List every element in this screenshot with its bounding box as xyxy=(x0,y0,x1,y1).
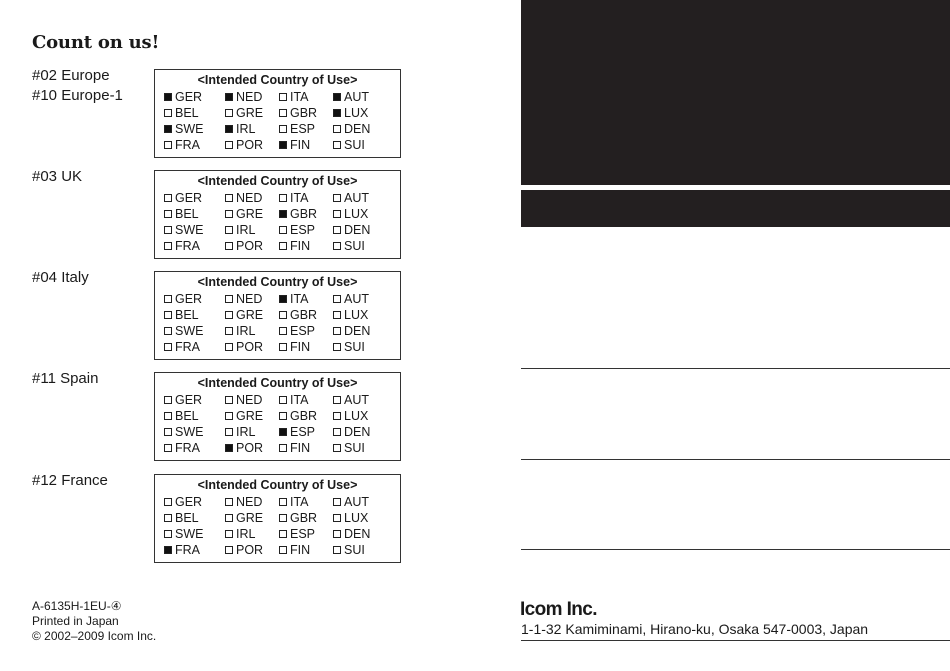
unchecked-box-icon xyxy=(225,210,233,218)
country-option xyxy=(225,206,263,222)
country-option xyxy=(164,307,199,323)
country-code: FRA xyxy=(175,138,200,152)
unchecked-box-icon xyxy=(164,295,172,303)
company-name: Icom Inc. xyxy=(520,599,597,620)
checked-box-icon xyxy=(279,428,287,436)
unchecked-box-icon xyxy=(164,514,172,522)
country-option xyxy=(279,89,309,105)
variant-label xyxy=(32,369,98,389)
country-option xyxy=(164,137,200,153)
unchecked-box-icon xyxy=(279,343,287,351)
country-code: DEN xyxy=(344,223,371,237)
country-option xyxy=(164,121,203,137)
country-option xyxy=(333,89,369,105)
country-box-title: <Intended Country of Use> xyxy=(197,174,358,188)
country-code: ITA xyxy=(290,90,309,104)
unchecked-box-icon xyxy=(225,412,233,420)
country-option xyxy=(225,440,263,456)
country-code: SUI xyxy=(344,138,365,152)
country-code: GRE xyxy=(236,308,264,322)
unchecked-box-icon xyxy=(333,327,341,335)
country-option xyxy=(333,392,369,408)
checked-box-icon xyxy=(279,141,287,149)
variant-label-line: #12 France xyxy=(32,472,108,489)
checked-box-icon xyxy=(164,125,172,133)
country-code: FRA xyxy=(175,239,200,253)
unchecked-box-icon xyxy=(164,242,172,250)
country-code: GER xyxy=(175,90,203,104)
country-code: GBR xyxy=(290,308,318,322)
country-option xyxy=(279,137,310,153)
country-code: POR xyxy=(236,543,264,557)
country-option xyxy=(225,392,262,408)
unchecked-box-icon xyxy=(279,327,287,335)
country-code: FRA xyxy=(175,340,200,354)
country-option xyxy=(279,121,315,137)
variant-label-line: #03 UK xyxy=(32,168,83,185)
unchecked-box-icon xyxy=(164,343,172,351)
country-code: IRL xyxy=(236,527,256,541)
unchecked-box-icon xyxy=(225,194,233,202)
country-option xyxy=(333,222,370,238)
unchecked-box-icon xyxy=(279,311,287,319)
address-underline xyxy=(521,640,950,641)
country-code: FIN xyxy=(290,340,311,354)
country-box xyxy=(154,69,401,158)
country-code: POR xyxy=(236,138,264,152)
unchecked-box-icon xyxy=(333,444,341,452)
unchecked-box-icon xyxy=(164,412,172,420)
country-code: SUI xyxy=(344,239,365,253)
checked-box-icon xyxy=(279,210,287,218)
unchecked-box-icon xyxy=(279,242,287,250)
country-code: IRL xyxy=(236,425,256,439)
unchecked-box-icon xyxy=(164,498,172,506)
unchecked-box-icon xyxy=(279,194,287,202)
country-code: POR xyxy=(236,239,264,253)
country-code: GER xyxy=(175,495,203,509)
country-code: FRA xyxy=(175,543,200,557)
country-option xyxy=(333,105,368,121)
variant-label-line: #11 Spain xyxy=(32,370,99,387)
unchecked-box-icon xyxy=(164,428,172,436)
country-option xyxy=(279,238,310,254)
divider-line xyxy=(521,368,950,369)
country-option xyxy=(225,526,255,542)
unchecked-box-icon xyxy=(279,546,287,554)
checked-box-icon xyxy=(164,546,172,554)
variant-label xyxy=(32,66,123,106)
country-code: GBR xyxy=(290,409,318,423)
country-option xyxy=(164,291,202,307)
country-code: GBR xyxy=(290,207,318,221)
unchecked-box-icon xyxy=(225,498,233,506)
unchecked-box-icon xyxy=(333,226,341,234)
unchecked-box-icon xyxy=(164,226,172,234)
country-option xyxy=(164,392,202,408)
country-code: SUI xyxy=(344,340,365,354)
country-code: FIN xyxy=(290,138,311,152)
country-code: GER xyxy=(175,292,203,306)
country-code: AUT xyxy=(344,393,369,407)
country-option xyxy=(279,105,317,121)
unchecked-box-icon xyxy=(333,514,341,522)
unchecked-box-icon xyxy=(225,327,233,335)
country-option xyxy=(333,408,368,424)
country-code: POR xyxy=(236,340,264,354)
country-option xyxy=(164,105,199,121)
country-code: SWE xyxy=(175,527,204,541)
document-code: A-6135H-1EU-④ xyxy=(32,599,122,613)
country-code: ITA xyxy=(290,292,309,306)
country-code: AUT xyxy=(344,495,369,509)
country-code: DEN xyxy=(344,425,371,439)
unchecked-box-icon xyxy=(333,141,341,149)
unchecked-box-icon xyxy=(279,396,287,404)
country-option xyxy=(333,494,369,510)
unchecked-box-icon xyxy=(279,412,287,420)
country-option xyxy=(279,339,310,355)
country-option xyxy=(279,526,315,542)
unchecked-box-icon xyxy=(225,546,233,554)
black-band xyxy=(521,190,950,227)
country-code: ESP xyxy=(290,122,316,136)
country-option xyxy=(225,510,263,526)
unchecked-box-icon xyxy=(164,194,172,202)
country-code: LUX xyxy=(344,511,369,525)
checked-box-icon xyxy=(333,109,341,117)
variant-label-line: #10 Europe-1 xyxy=(32,87,123,104)
unchecked-box-icon xyxy=(333,295,341,303)
variant-label xyxy=(32,167,82,187)
unchecked-box-icon xyxy=(333,125,341,133)
country-code: GER xyxy=(175,191,203,205)
unchecked-box-icon xyxy=(333,311,341,319)
country-code: SWE xyxy=(175,324,204,338)
unchecked-box-icon xyxy=(279,226,287,234)
unchecked-box-icon xyxy=(164,141,172,149)
country-option xyxy=(164,323,203,339)
country-option xyxy=(333,526,370,542)
country-box xyxy=(154,271,401,360)
divider-line xyxy=(521,459,950,460)
country-option xyxy=(225,542,263,558)
country-code: SWE xyxy=(175,122,204,136)
country-code: BEL xyxy=(175,207,199,221)
country-code: LUX xyxy=(344,207,369,221)
country-option xyxy=(333,307,368,323)
country-code: FRA xyxy=(175,441,200,455)
checked-box-icon xyxy=(333,93,341,101)
unchecked-box-icon xyxy=(333,498,341,506)
country-code: NED xyxy=(236,191,263,205)
unchecked-box-icon xyxy=(225,109,233,117)
country-option xyxy=(225,137,263,153)
country-option xyxy=(279,424,315,440)
country-option xyxy=(279,510,317,526)
country-option xyxy=(333,121,370,137)
country-option xyxy=(225,190,262,206)
country-code: NED xyxy=(236,90,263,104)
unchecked-box-icon xyxy=(164,109,172,117)
checked-box-icon xyxy=(225,125,233,133)
country-option xyxy=(333,238,365,254)
country-option xyxy=(279,307,317,323)
unchecked-box-icon xyxy=(279,444,287,452)
country-option xyxy=(333,137,365,153)
country-option xyxy=(164,440,200,456)
country-code: IRL xyxy=(236,324,256,338)
country-code: SUI xyxy=(344,543,365,557)
country-option xyxy=(225,494,262,510)
printed-in: Printed in Japan xyxy=(32,614,119,628)
country-code: DEN xyxy=(344,527,371,541)
country-option xyxy=(279,222,315,238)
unchecked-box-icon xyxy=(279,125,287,133)
country-code: LUX xyxy=(344,308,369,322)
country-option xyxy=(279,408,317,424)
country-option xyxy=(164,542,200,558)
unchecked-box-icon xyxy=(225,295,233,303)
unchecked-box-icon xyxy=(225,311,233,319)
country-option xyxy=(225,291,262,307)
unchecked-box-icon xyxy=(225,226,233,234)
country-option xyxy=(225,307,263,323)
unchecked-box-icon xyxy=(164,311,172,319)
country-option xyxy=(333,323,370,339)
country-option xyxy=(225,105,263,121)
company-address: 1-1-32 Kamiminami, Hirano-ku, Osaka 547-0003, Japan xyxy=(521,621,869,637)
country-option xyxy=(225,222,255,238)
country-option xyxy=(225,339,263,355)
unchecked-box-icon xyxy=(279,93,287,101)
variant-label-line: #02 Europe xyxy=(32,67,110,84)
country-code: FIN xyxy=(290,543,311,557)
country-code: GER xyxy=(175,393,203,407)
country-code: GRE xyxy=(236,207,264,221)
variant-label-line: #04 Italy xyxy=(32,269,89,286)
country-option xyxy=(225,323,255,339)
country-box xyxy=(154,474,401,563)
variant-label xyxy=(32,268,89,288)
country-code: FIN xyxy=(290,441,311,455)
unchecked-box-icon xyxy=(225,428,233,436)
country-option xyxy=(333,291,369,307)
country-code: SUI xyxy=(344,441,365,455)
unchecked-box-icon xyxy=(333,242,341,250)
country-code: ITA xyxy=(290,495,309,509)
country-option xyxy=(225,408,263,424)
country-code: LUX xyxy=(344,409,369,423)
country-option xyxy=(279,323,315,339)
checked-box-icon xyxy=(279,295,287,303)
country-code: GRE xyxy=(236,511,264,525)
country-code: AUT xyxy=(344,90,369,104)
country-code: BEL xyxy=(175,409,199,423)
country-code: AUT xyxy=(344,191,369,205)
country-option xyxy=(164,206,199,222)
country-code: NED xyxy=(236,393,263,407)
country-option xyxy=(225,89,262,105)
unchecked-box-icon xyxy=(333,194,341,202)
country-option xyxy=(164,408,199,424)
country-option xyxy=(225,121,255,137)
country-box xyxy=(154,372,401,461)
country-option xyxy=(164,424,203,440)
unchecked-box-icon xyxy=(164,327,172,335)
unchecked-box-icon xyxy=(279,498,287,506)
unchecked-box-icon xyxy=(333,343,341,351)
country-code: NED xyxy=(236,495,263,509)
country-option xyxy=(333,440,365,456)
country-option xyxy=(333,542,365,558)
divider-line xyxy=(521,549,950,550)
country-code: DEN xyxy=(344,324,371,338)
country-option xyxy=(279,291,309,307)
unchecked-box-icon xyxy=(164,396,172,404)
country-code: BEL xyxy=(175,106,199,120)
country-option xyxy=(333,190,369,206)
country-code: ESP xyxy=(290,527,316,541)
country-box xyxy=(154,170,401,259)
country-code: ITA xyxy=(290,191,309,205)
country-option xyxy=(164,238,200,254)
country-box-title: <Intended Country of Use> xyxy=(197,376,358,390)
unchecked-box-icon xyxy=(164,210,172,218)
country-option xyxy=(333,206,368,222)
country-code: SWE xyxy=(175,425,204,439)
country-code: AUT xyxy=(344,292,369,306)
unchecked-box-icon xyxy=(164,530,172,538)
unchecked-box-icon xyxy=(225,396,233,404)
unchecked-box-icon xyxy=(225,514,233,522)
country-option xyxy=(279,206,317,222)
country-code: ITA xyxy=(290,393,309,407)
unchecked-box-icon xyxy=(164,444,172,452)
unchecked-box-icon xyxy=(333,546,341,554)
checked-box-icon xyxy=(225,444,233,452)
country-option xyxy=(164,190,202,206)
country-code: SWE xyxy=(175,223,204,237)
country-code: ESP xyxy=(290,425,316,439)
country-option xyxy=(279,542,310,558)
country-box-title: <Intended Country of Use> xyxy=(197,275,358,289)
checked-box-icon xyxy=(225,93,233,101)
country-box-title: <Intended Country of Use> xyxy=(197,478,358,492)
unchecked-box-icon xyxy=(225,343,233,351)
country-code: IRL xyxy=(236,122,256,136)
country-code: IRL xyxy=(236,223,256,237)
country-code: ESP xyxy=(290,324,316,338)
country-option xyxy=(225,424,255,440)
country-option xyxy=(279,392,309,408)
country-code: FIN xyxy=(290,239,311,253)
country-code: BEL xyxy=(175,511,199,525)
unchecked-box-icon xyxy=(225,242,233,250)
country-code: GBR xyxy=(290,106,318,120)
unchecked-box-icon xyxy=(225,530,233,538)
country-option xyxy=(164,222,203,238)
unchecked-box-icon xyxy=(333,530,341,538)
unchecked-box-icon xyxy=(333,412,341,420)
country-code: BEL xyxy=(175,308,199,322)
unchecked-box-icon xyxy=(279,109,287,117)
country-box-title: <Intended Country of Use> xyxy=(197,73,358,87)
unchecked-box-icon xyxy=(333,210,341,218)
unchecked-box-icon xyxy=(225,141,233,149)
country-code: NED xyxy=(236,292,263,306)
country-code: ESP xyxy=(290,223,316,237)
footer-info xyxy=(32,599,156,644)
country-code: LUX xyxy=(344,106,369,120)
unchecked-box-icon xyxy=(333,428,341,436)
country-option xyxy=(279,494,309,510)
country-option xyxy=(333,510,368,526)
copyright: © 2002–2009 Icom Inc. xyxy=(32,629,157,643)
country-option xyxy=(164,339,200,355)
black-panel xyxy=(521,0,950,185)
country-option xyxy=(333,339,365,355)
country-option xyxy=(279,190,309,206)
country-option xyxy=(164,89,202,105)
country-option xyxy=(164,526,203,542)
country-code: GBR xyxy=(290,511,318,525)
country-option xyxy=(225,238,263,254)
country-code: GRE xyxy=(236,409,264,423)
country-option xyxy=(164,494,202,510)
checked-box-icon xyxy=(164,93,172,101)
country-code: DEN xyxy=(344,122,371,136)
country-code: GRE xyxy=(236,106,264,120)
variant-label xyxy=(32,471,108,491)
country-option xyxy=(279,440,310,456)
unchecked-box-icon xyxy=(279,530,287,538)
unchecked-box-icon xyxy=(333,396,341,404)
unchecked-box-icon xyxy=(279,514,287,522)
page-heading: Count on us! xyxy=(32,32,160,53)
country-option xyxy=(333,424,370,440)
country-option xyxy=(164,510,199,526)
country-code: POR xyxy=(236,441,264,455)
